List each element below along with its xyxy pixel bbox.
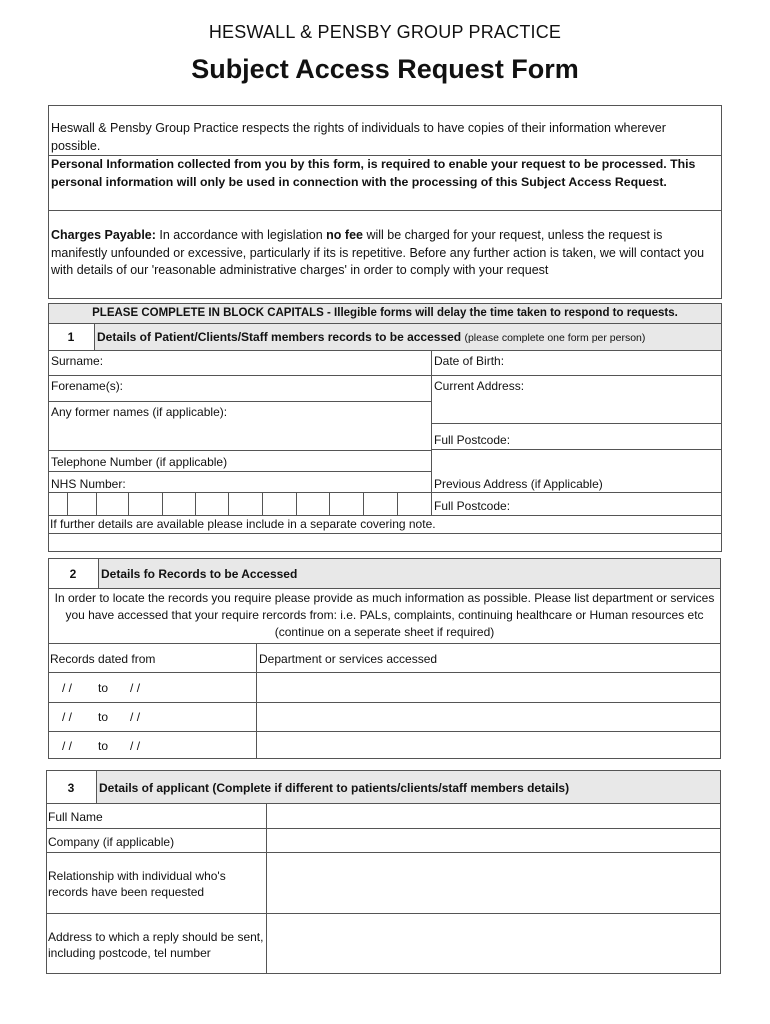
records-dated-header: Records dated from: [50, 652, 156, 666]
charges-post: will be charged for your request, unless the request is manifestly unfounded or excessive, particularly if its is repetitive. Before any further action is taken, we will contact you with details of our 'reasonable administrative charges' in order to comply with your request: [51, 228, 705, 277]
section2-heading: Details fo Records to be Accessed: [101, 567, 298, 581]
charges-label: Charges Payable:: [51, 228, 156, 242]
section3-heading: Details of applicant (Complete if different to patients/clients/staff members details): [99, 781, 570, 795]
postcode-field-1[interactable]: Full Postcode:: [434, 433, 511, 447]
address-label: Address to which a reply should be sent, including postcode, tel number: [48, 930, 264, 960]
section3-number: 3: [67, 781, 75, 795]
date-range-row-1[interactable]: / / to / /: [62, 681, 141, 695]
date-range-row-2[interactable]: / / to / /: [62, 710, 141, 724]
dob-field[interactable]: Date of Birth:: [434, 354, 505, 368]
company-label: Company (if applicable): [48, 835, 175, 849]
department-field-3[interactable]: [257, 732, 720, 759]
form-title: Subject Access Request Form: [191, 54, 579, 84]
full-name-label: Full Name: [48, 810, 103, 824]
address-field[interactable]: [267, 914, 720, 973]
telephone-field[interactable]: Telephone Number (if applicable): [51, 455, 228, 469]
section1-note: (please complete one form per person): [464, 332, 646, 344]
section1-number: 1: [67, 330, 75, 344]
section2-instructions: In order to locate the records you require please provide as much information as possible. Please list department or services you have accessed that your require rercords from: i.e. PALs, complaints, continuing healthcare or Human resources etc (continue on a seperate sheet if required): [54, 591, 715, 639]
full-name-field[interactable]: [267, 804, 720, 828]
nhs-number-field[interactable]: NHS Number:: [51, 477, 126, 491]
relationship-label: Relationship with individual who's records have been requested: [48, 869, 226, 899]
current-address-field[interactable]: Current Address:: [434, 379, 525, 393]
intro-rights-text: Heswall & Pensby Group Practice respects the rights of individuals to have copies of their information wherever possible.: [51, 121, 666, 153]
section2-number: 2: [69, 567, 77, 581]
intro-charges-text: [51, 227, 717, 280]
department-header: Department or services accessed: [259, 652, 438, 666]
forename-field[interactable]: Forename(s):: [51, 379, 124, 393]
section1-heading: Details of Patient/Clients/Staff members records to be accessed (please complete one form per person): [97, 330, 646, 344]
surname-field[interactable]: Surname:: [51, 354, 104, 368]
date-range-row-3[interactable]: / / to / /: [62, 739, 141, 753]
department-field-2[interactable]: [257, 703, 720, 731]
further-details-note: If further details are available please include in a separate covering note.: [50, 517, 436, 531]
intro-personal-info-text: Personal Information collected from you by this form, is required to enable your request to be processed. This personal information will only be used in connection with the processing of this Subject Access Request.: [51, 157, 696, 189]
block-capitals-notice: PLEASE COMPLETE IN BLOCK CAPITALS - Illegible forms will delay the time taken to respond to requests.: [92, 307, 678, 319]
former-names-field[interactable]: Any former names (if applicable):: [51, 405, 228, 419]
postcode-field-2[interactable]: Full Postcode:: [434, 499, 511, 513]
department-field-1[interactable]: [257, 673, 720, 702]
charges-no-fee: no fee: [326, 228, 363, 242]
company-field[interactable]: [267, 829, 720, 852]
previous-address-field[interactable]: Previous Address (if Applicable): [434, 477, 603, 491]
charges-pre: In accordance with legislation: [155, 228, 327, 242]
relationship-field[interactable]: [267, 853, 720, 913]
practice-name: HESWALL & PENSBY GROUP PRACTICE: [208, 22, 562, 42]
